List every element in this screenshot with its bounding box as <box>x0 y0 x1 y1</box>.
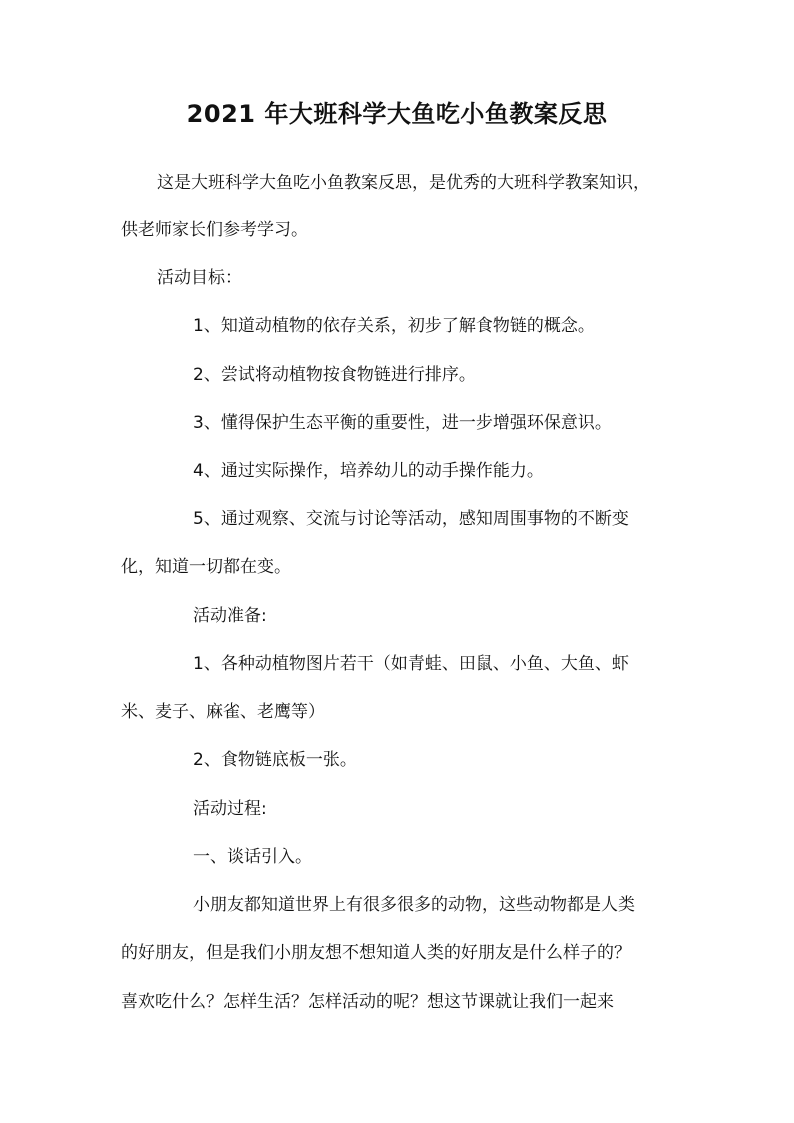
list-item: 2、尝试将动植物按食物链进行排序。 <box>193 365 476 385</box>
section-heading: 活动过程: <box>193 799 267 819</box>
section-heading: 一、谈话引入。 <box>193 847 312 867</box>
list-item: 3、懂得保护生态平衡的重要性，进一步增强环保意识。 <box>193 413 612 433</box>
paragraph-line: 小朋友都知道世界上有很多很多的动物，这些动物都是人类 <box>193 895 635 915</box>
section-heading: 活动准备: <box>193 606 267 626</box>
paragraph-line: 供老师家长们参考学习。 <box>121 220 308 240</box>
paragraph-line: 活动目标： <box>157 268 242 288</box>
paragraph-line: 这是大班科学大鱼吃小鱼教案反思，是优秀的大班科学教案知识， <box>157 173 650 193</box>
paragraph-line: 米、麦子、麻雀、老鹰等） <box>121 702 325 722</box>
paragraph-line: 化，知道一切都在变。 <box>121 557 291 577</box>
list-item: 4、通过实际操作，培养幼儿的动手操作能力。 <box>193 461 544 481</box>
list-item: 1、各种动植物图片若干（如青蛙、田鼠、小鱼、大鱼、虾 <box>193 654 629 674</box>
document-title: 2021 年大班科学大鱼吃小鱼教案反思 <box>186 100 608 128</box>
paragraph-line: 的好朋友，但是我们小朋友想不想知道人类的好朋友是什么样子的？ <box>121 943 631 963</box>
paragraph-line: 喜欢吃什么？怎样生活？怎样活动的呢？想这节课就让我们一起来 <box>121 992 614 1012</box>
list-item: 5、通过观察、交流与讨论等活动，感知周围事物的不断变 <box>193 509 629 529</box>
list-item: 1、知道动植物的依存关系，初步了解食物链的概念。 <box>193 316 595 336</box>
list-item: 2、食物链底板一张。 <box>193 750 357 770</box>
